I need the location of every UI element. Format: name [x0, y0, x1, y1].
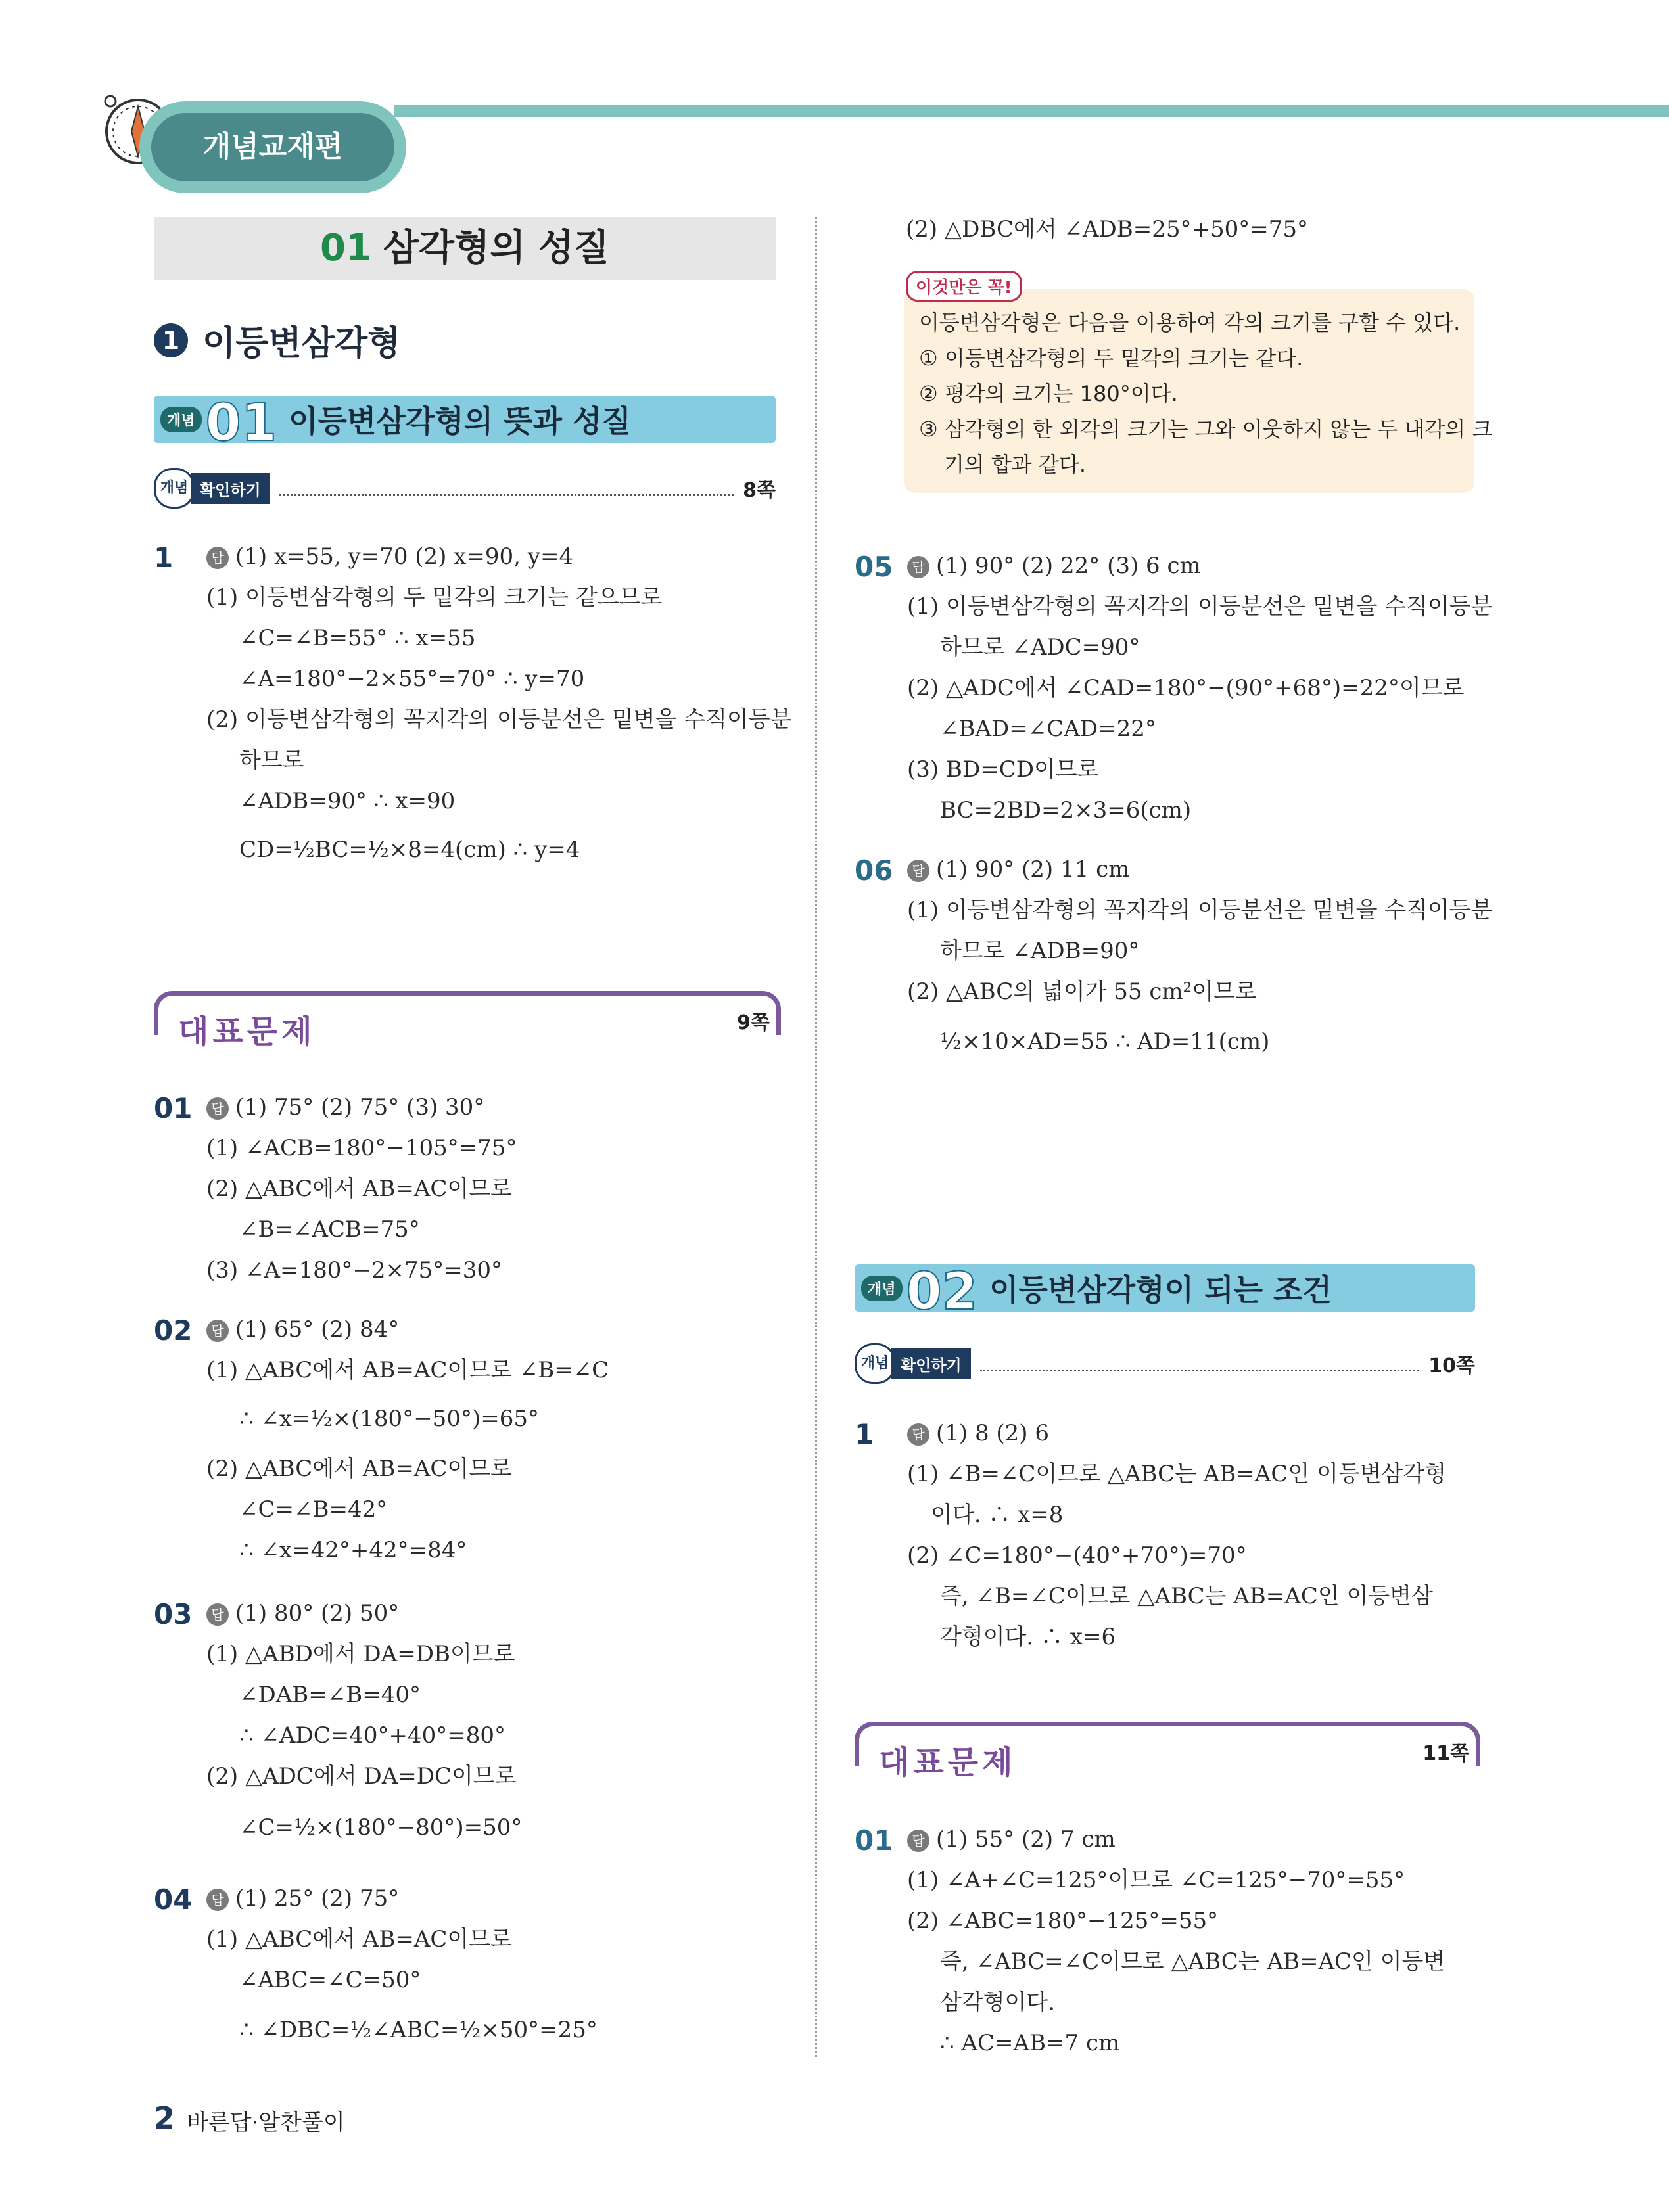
- question-number: 05: [855, 551, 893, 583]
- solution-line: (1) ∠ACB=180°−105°=75°: [206, 1135, 517, 1161]
- dotted-leader: [980, 1370, 1420, 1371]
- solution-line: 각형이다. ∴ x=6: [940, 1624, 1116, 1650]
- solution-line: 하므로 ∠ADB=90°: [940, 938, 1140, 964]
- solution-line: ∠BAD=∠CAD=22°: [940, 716, 1156, 742]
- answer-icon: 답: [907, 860, 929, 882]
- check-circle-label: 개념: [855, 1343, 895, 1384]
- solution-line: (3) BD=CD이므로: [907, 756, 1099, 783]
- answer-icon: 답: [907, 1830, 929, 1852]
- answer-icon: 답: [206, 1320, 229, 1342]
- chapter-title: [154, 217, 776, 280]
- solution-line: 하므로: [239, 747, 304, 773]
- concept-number: 01: [205, 394, 277, 453]
- page-ref: 8쪽: [743, 479, 776, 502]
- answer-icon: 답: [206, 547, 229, 569]
- check-row-2: [855, 1343, 1475, 1384]
- question-number: 04: [154, 1883, 193, 1916]
- solution-line: (2) △ADC에서 DA=DC이므로: [206, 1763, 517, 1789]
- solution-line: 즉, ∠ABC=∠C이므로 △ABC는 AB=AC인 이등변: [940, 1948, 1446, 1975]
- solution-line: (2) ∠ABC=180°−125°=55°: [907, 1908, 1219, 1934]
- answer-icon: 답: [206, 1603, 229, 1626]
- answer-line: 답 (1) 25° (2) 75°: [206, 1878, 399, 1919]
- question-number: 03: [154, 1598, 193, 1630]
- book-section-tab: 개념교재편: [151, 113, 394, 181]
- solution-line: (2) △DBC에서 ∠ADB=25°+50°=75°: [906, 216, 1309, 242]
- solution-line: (1) 이등변삼각형의 꼭지각의 이등분선은 밑변을 수직이등분: [907, 593, 1493, 620]
- answer-icon: 답: [907, 1423, 929, 1446]
- question-number: 1: [154, 541, 174, 574]
- concept-badge: 개념: [160, 407, 202, 432]
- rep-problem-header-1: [154, 991, 781, 1050]
- solution-line: (1) △ABC에서 AB=AC이므로: [206, 1926, 512, 1952]
- rep-title: 대표문제: [178, 1013, 316, 1050]
- solution-line: (2) △ADC에서 ∠CAD=180°−(90°+68°)=22°이므로: [907, 675, 1465, 701]
- solution-line: (3) ∠A=180°−2×75°=30°: [206, 1257, 503, 1283]
- answer-line: 답 (1) 90° (2) 22° (3) 6 cm: [907, 545, 1201, 586]
- tip-line: 이등변삼각형은 다음을 이용하여 각의 크기를 구할 수 있다.: [919, 310, 1461, 335]
- solution-line: ∴ AC=AB=7 cm: [940, 2030, 1120, 2056]
- solution-line: (1) △ABD에서 DA=DB이므로: [206, 1641, 515, 1667]
- answer-line: 답 (1) 75° (2) 75° (3) 30°: [206, 1087, 484, 1128]
- answer-icon: 답: [206, 1889, 229, 1911]
- concept-title: 이등변삼각형의 뜻과 성질: [289, 403, 631, 439]
- question-number: 01: [154, 1092, 193, 1124]
- solution-line: ∠C=½×(180°−80°)=50°: [239, 1814, 523, 1841]
- solution-line: ∠ADB=90° ∴ x=90: [239, 788, 456, 814]
- tip-line: ② 평각의 크기는 180°이다.: [919, 381, 1178, 406]
- solution-line: ½×10×AD=55 ∴ AD=11(cm): [940, 1028, 1270, 1055]
- check-badge: [154, 468, 270, 509]
- solution-line: (1) ∠B=∠C이므로 △ABC는 AB=AC인 이등변삼각형: [907, 1461, 1447, 1487]
- solution-line: (2) △ABC의 넓이가 55 cm²이므로: [907, 979, 1257, 1005]
- section-title: 이등변삼각형: [202, 324, 401, 363]
- tip-line: 기의 합과 같다.: [944, 452, 1086, 477]
- answer-line: 답 (1) 90° (2) 11 cm: [907, 849, 1129, 890]
- answer-line: 답 (1) x=55, y=70 (2) x=90, y=4: [206, 536, 573, 577]
- question-number: 02: [154, 1314, 193, 1347]
- solution-line: (1) △ABC에서 AB=AC이므로 ∠B=∠C: [206, 1357, 609, 1383]
- dotted-leader: [279, 494, 734, 496]
- concept-title: 이등변삼각형이 되는 조건: [989, 1272, 1332, 1308]
- solution-line: CD=½BC=½×8=4(cm) ∴ y=4: [239, 837, 580, 863]
- tip-line: ① 이등변삼각형의 두 밑각의 크기는 같다.: [919, 346, 1304, 371]
- chapter-name: 삼각형의 성질: [383, 227, 609, 269]
- chapter-number: 01: [319, 227, 371, 269]
- answer-line: 답 (1) 65° (2) 84°: [206, 1309, 399, 1350]
- solution-line: (2) 이등변삼각형의 꼭지각의 이등분선은 밑변을 수직이등분: [206, 706, 792, 733]
- solution-line: (2) △ABC에서 AB=AC이므로: [206, 1456, 512, 1482]
- page-ref: 11쪽: [1422, 1742, 1469, 1765]
- check-circle-label: 개념: [154, 468, 195, 509]
- rep-problem-header-2: [855, 1722, 1480, 1781]
- page-ref: 10쪽: [1428, 1354, 1475, 1377]
- answer-icon: 답: [907, 556, 929, 578]
- header-band: [394, 105, 1669, 117]
- solution-line: ∴ ∠x=½×(180°−50°)=65°: [239, 1406, 539, 1432]
- solution-line: (1) ∠A+∠C=125°이므로 ∠C=125°−70°=55°: [907, 1867, 1405, 1893]
- solution-line: ∠DAB=∠B=40°: [239, 1682, 421, 1708]
- concept-bar-2: [855, 1262, 1475, 1322]
- solution-line: (2) ∠C=180°−(40°+70°)=70°: [907, 1542, 1247, 1569]
- answer-line: 답 (1) 8 (2) 6: [907, 1413, 1049, 1454]
- solution-line: ∠C=∠B=42°: [239, 1496, 388, 1523]
- question-number: 1: [855, 1418, 874, 1450]
- solution-line: ∠A=180°−2×55°=70° ∴ y=70: [239, 666, 585, 692]
- page-ref: 9쪽: [737, 1011, 770, 1034]
- solution-line: 이다. ∴ x=8: [931, 1502, 1064, 1528]
- solution-line: (1) 이등변삼각형의 두 밑각의 크기는 같으므로: [206, 584, 663, 611]
- solution-line: BC=2BD=2×3=6(cm): [940, 797, 1192, 823]
- solution-line: ∠C=∠B=55° ∴ x=55: [239, 625, 476, 651]
- solution-line: ∴ ∠DBC=½∠ABC=½×50°=25°: [239, 2017, 598, 2043]
- solution-line: 즉, ∠B=∠C이므로 △ABC는 AB=AC인 이등변삼: [940, 1583, 1433, 1609]
- solution-line: 삼각형이다.: [940, 1989, 1056, 2016]
- question-number: 01: [855, 1824, 893, 1856]
- tip-content: [919, 305, 1492, 482]
- check-badge: [855, 1343, 971, 1384]
- solution-line: ∠B=∠ACB=75°: [239, 1216, 420, 1243]
- answer-line: 답 (1) 55° (2) 7 cm: [907, 1819, 1116, 1860]
- page-number: 2: [154, 2100, 176, 2136]
- check-label: 확인하기: [891, 1348, 971, 1379]
- section-number: 1: [154, 323, 188, 357]
- question-number: 06: [855, 854, 893, 887]
- tip-line: ③ 삼각형의 한 외각의 크기는 그와 이웃하지 않는 두 내각의 크: [919, 417, 1493, 442]
- check-label: 확인하기: [191, 473, 270, 504]
- tip-label: 이것만은 꼭!: [906, 271, 1022, 302]
- solution-line: (1) 이등변삼각형의 꼭지각의 이등분선은 밑변을 수직이등분: [907, 897, 1493, 923]
- solution-line: 하므로 ∠ADC=90°: [940, 634, 1140, 660]
- rep-title: 대표문제: [879, 1743, 1017, 1781]
- solution-line: ∴ ∠ADC=40°+40°=80°: [239, 1722, 506, 1749]
- concept-badge: 개념: [861, 1276, 903, 1301]
- solution-line: ∴ ∠x=42°+42°=84°: [239, 1537, 467, 1563]
- book-title: 바른답·알찬풀이: [187, 2109, 345, 2136]
- concept-bar-1: [154, 394, 776, 453]
- solution-line: (2) △ABC에서 AB=AC이므로: [206, 1176, 512, 1202]
- answer-line: 답 (1) 80° (2) 50°: [206, 1593, 399, 1634]
- solution-line: ∠ABC=∠C=50°: [239, 1967, 421, 1993]
- section-heading: [154, 315, 400, 365]
- answer-icon: 답: [206, 1097, 229, 1120]
- concept-number: 02: [906, 1262, 978, 1322]
- check-row-1: [154, 468, 776, 509]
- column-divider: [815, 217, 817, 2057]
